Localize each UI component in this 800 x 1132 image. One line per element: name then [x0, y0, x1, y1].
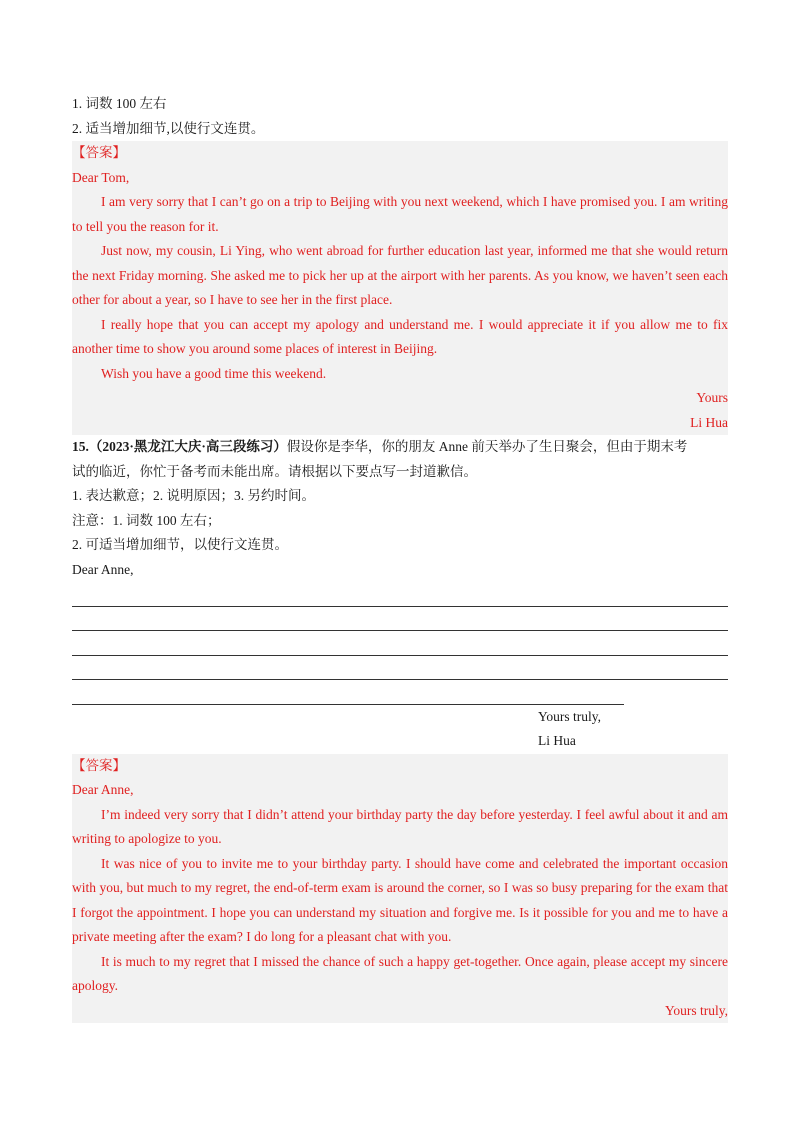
letter-signature: Li Hua — [690, 414, 728, 430]
answer-tag: 【答案】 — [72, 145, 126, 160]
letter-paragraph: It is much to my regret that I missed the chance of such a happy get-together. Once again, please accept my sincere apology. — [72, 953, 728, 993]
writing-blank-line[interactable] — [72, 680, 624, 705]
answer-tag: 【答案】 — [72, 757, 126, 773]
answer-block-1 — [72, 141, 728, 435]
letter-paragraph: I am very sorry that I can’t go on a trip to Beijing with you next weekend, which I have promised you. I am writing to tell you the reason for it. — [72, 194, 728, 234]
letter-closing: Yours truly, — [664, 1002, 728, 1018]
requirement-word-count: 1. 词数 100 左右 — [72, 96, 167, 111]
document-content — [72, 92, 728, 1023]
question-points: 1. 表达歉意；2. 说明原因；3. 另约时间。 — [72, 488, 315, 503]
requirement-details: 2. 适当增加细节,以使行文连贯。 — [72, 120, 265, 136]
letter-paragraph: I’m indeed very sorry that I didn’t attend your birthday party the day before yesterday. I feel awful about it and am writing to apologize to you. — [72, 806, 728, 846]
answer-block-2 — [72, 754, 728, 1024]
letter-salutation: Dear Anne, — [72, 782, 134, 797]
writing-blank-line[interactable] — [72, 631, 728, 656]
question-prompt-continued: 试的临近，你忙于备考而未能出席。请根据以下要点写一封道歉信。 — [72, 463, 477, 479]
writing-blank-line[interactable] — [72, 656, 728, 681]
writing-salutation: Dear Anne, — [72, 561, 134, 577]
letter-salutation: Dear Tom, — [72, 169, 130, 185]
writing-blank-line[interactable] — [72, 582, 728, 607]
question-prompt: 假设你是李华，你的朋友 Anne 前天举办了生日聚会，但由于期末考 — [286, 439, 688, 454]
question-note-1: 注意：1. 词数 100 左右； — [72, 512, 221, 528]
writing-signature: Li Hua — [538, 733, 576, 748]
letter-paragraph: Wish you have a good time this weekend. — [101, 365, 327, 381]
question-15-header — [72, 435, 728, 460]
question-number: 15. — [72, 439, 89, 454]
writing-closing: Yours truly, — [538, 708, 602, 724]
letter-paragraph: It was nice of you to invite me to your birthday party. I should have come and celebrated the important occasion with you, but much to my regret, the end-of-term exam is around the corner, so I was so busy preparing for the exam that I forgot the appointment. I hope you can understand my situation and forgive me. Is it possible for you and me to have a private meeting after the exam? I do long for a pleasant chat with you. — [72, 855, 728, 944]
writing-blank-line[interactable] — [72, 607, 728, 632]
letter-paragraph: Just now, my cousin, Li Ying, who went abroad for further education last year, informed me that she would return the next Friday morning. She asked me to pick her up at the airport with her parents. As you know, we haven’t seen each other for about a year, so I have to see her in the first place. — [72, 243, 728, 307]
letter-paragraph: I really hope that you can accept my apology and understand me. I would appreciate it if you allow me to fix another time to show you around some places of interest in Beijing. — [72, 316, 728, 356]
question-note-2: 2. 可适当增加细节，以使行文连贯。 — [72, 537, 288, 552]
letter-closing: Yours — [696, 390, 728, 405]
question-source: （2023·黑龙江大庆·高三段练习） — [88, 439, 287, 454]
